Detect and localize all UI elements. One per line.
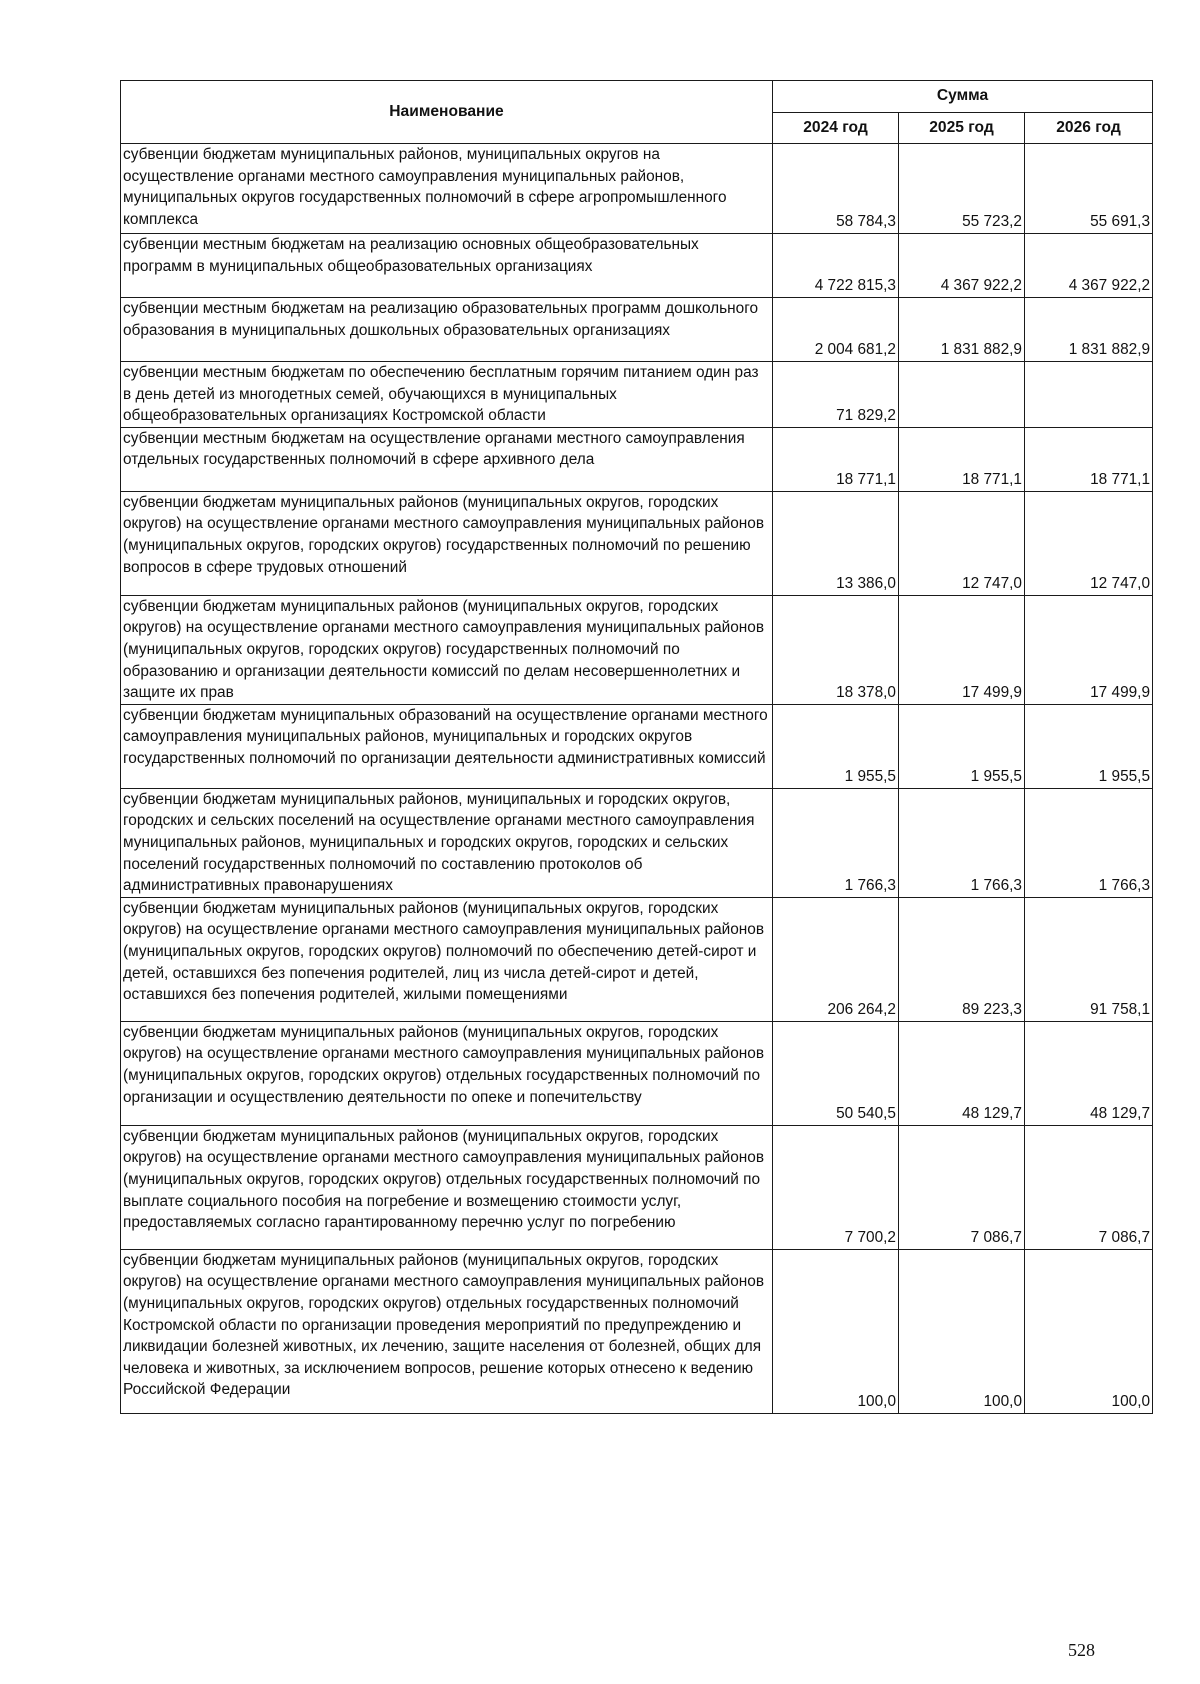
- table-row: [121, 595, 1153, 704]
- row-value-2026: 48 129,7: [1025, 1021, 1153, 1125]
- table-row: [121, 1249, 1153, 1413]
- row-value-2026: 91 758,1: [1025, 897, 1153, 1021]
- row-value-2025: 17 499,9: [899, 595, 1025, 704]
- table-row: [121, 897, 1153, 1021]
- row-name: субвенции местным бюджетам на реализацию образовательных программ дошкольного образования в муниципальных дошкольных образовательных организациях: [121, 298, 773, 362]
- row-value-2024: 71 829,2: [773, 362, 899, 428]
- row-value-2024: 18 771,1: [773, 427, 899, 491]
- row-value-2024: 18 378,0: [773, 595, 899, 704]
- row-name: субвенции бюджетам муниципальных районов (муниципальных округов, городских округов) на осуществление органами местного самоуправления муниципальных районов (муниципальных округов, городских округов) отдельных государственных полномочий по организации и осуществлению деятельности по опеке и попечительству: [121, 1021, 773, 1125]
- row-value-2026: 1 766,3: [1025, 788, 1153, 897]
- header-sum: Сумма: [773, 81, 1153, 113]
- row-value-2026: [1025, 362, 1153, 428]
- row-value-2026: 7 086,7: [1025, 1125, 1153, 1249]
- row-value-2026: 1 831 882,9: [1025, 298, 1153, 362]
- row-name: субвенции бюджетам муниципальных районов, муниципальных и городских округов, городских и сельских поселений на осуществление органами местного самоуправления муниципальных районов, муниципальных и городских округов, городских и сельских поселений государственных полномочий по составлению протоколов об административных правонарушениях: [121, 788, 773, 897]
- row-value-2026: 17 499,9: [1025, 595, 1153, 704]
- row-name: субвенции бюджетам муниципальных образований на осуществление органами местного самоуправления муниципальных районов, муниципальных и городских округов государственных полномочий по организации деятельности административных комиссий: [121, 704, 773, 788]
- table-row: [121, 144, 1153, 234]
- row-value-2024: 58 784,3: [773, 144, 899, 234]
- row-value-2025: [899, 362, 1025, 428]
- row-value-2026: 100,0: [1025, 1249, 1153, 1413]
- header-year-2026: 2026 год: [1025, 112, 1153, 144]
- table-row: [121, 704, 1153, 788]
- table-row: [121, 1021, 1153, 1125]
- row-value-2024: 13 386,0: [773, 491, 899, 595]
- table-row: [121, 427, 1153, 491]
- row-value-2024: 2 004 681,2: [773, 298, 899, 362]
- row-value-2025: 100,0: [899, 1249, 1025, 1413]
- row-value-2024: 50 540,5: [773, 1021, 899, 1125]
- row-name: субвенции бюджетам муниципальных районов (муниципальных округов, городских округов) на осуществление органами местного самоуправления муниципальных районов (муниципальных округов, городских округов) отдельных государственных полномочий по выплате социального пособия на погребение и возмещению стоимости услуг, предоставляемых согласно гарантированному перечню услуг по погребению: [121, 1125, 773, 1249]
- row-value-2025: 1 955,5: [899, 704, 1025, 788]
- row-name: субвенции бюджетам муниципальных районов (муниципальных округов, городских округов) на осуществление органами местного самоуправления муниципальных районов (муниципальных округов, городских округов) государственных полномочий по образованию и организации деятельности комиссий по делам несовершеннолетних и защите их прав: [121, 595, 773, 704]
- row-value-2024: 1 955,5: [773, 704, 899, 788]
- row-value-2025: 1 766,3: [899, 788, 1025, 897]
- table-row: [121, 788, 1153, 897]
- row-value-2025: 12 747,0: [899, 491, 1025, 595]
- header-name: Наименование: [121, 81, 773, 144]
- row-name: субвенции бюджетам муниципальных районов (муниципальных округов, городских округов) на осуществление органами местного самоуправления муниципальных районов (муниципальных округов, городских округов) полномочий по обеспечению детей-сирот и детей, оставшихся без попечения родителей, лиц из числа детей-сирот и детей, оставшихся без попечения родителей, жилыми помещениями: [121, 897, 773, 1021]
- row-value-2024: 1 766,3: [773, 788, 899, 897]
- row-value-2026: 1 955,5: [1025, 704, 1153, 788]
- row-value-2025: 48 129,7: [899, 1021, 1025, 1125]
- row-value-2025: 55 723,2: [899, 144, 1025, 234]
- row-name: субвенции бюджетам муниципальных районов (муниципальных округов, городских округов) на осуществление органами местного самоуправления муниципальных районов (муниципальных округов, городских округов) отдельных государственных полномочий Костромской области по организации проведения мероприятий по предупреждению и ликвидации болезней животных, их лечению, защите населения от болезней, общих для человека и животных, за исключением вопросов, решение которых отнесено к ведению Российской Федерации: [121, 1249, 773, 1413]
- row-value-2025: 7 086,7: [899, 1125, 1025, 1249]
- row-value-2025: 4 367 922,2: [899, 234, 1025, 298]
- row-value-2024: 100,0: [773, 1249, 899, 1413]
- table-row: [121, 1125, 1153, 1249]
- table-row: [121, 298, 1153, 362]
- row-value-2025: 1 831 882,9: [899, 298, 1025, 362]
- table-row: [121, 362, 1153, 428]
- row-value-2024: 206 264,2: [773, 897, 899, 1021]
- row-name: субвенции бюджетам муниципальных районов (муниципальных округов, городских округов) на осуществление органами местного самоуправления муниципальных районов (муниципальных округов, городских округов) государственных полномочий по решению вопросов в сфере трудовых отношений: [121, 491, 773, 595]
- table-header: [121, 81, 1153, 144]
- table-row: [121, 491, 1153, 595]
- row-value-2025: 18 771,1: [899, 427, 1025, 491]
- row-value-2026: 18 771,1: [1025, 427, 1153, 491]
- page-number: 528: [1068, 1640, 1095, 1660]
- row-value-2025: 89 223,3: [899, 897, 1025, 1021]
- row-value-2026: 12 747,0: [1025, 491, 1153, 595]
- row-name: субвенции бюджетам муниципальных районов, муниципальных округов на осуществление органами местного самоуправления муниципальных районов, муниципальных округов государственных полномочий в сфере агропромышленного комплекса: [121, 144, 773, 234]
- row-name: субвенции местным бюджетам по обеспечению бесплатным горячим питанием один раз в день детей из многодетных семей, обучающихся в муниципальных общеобразовательных организациях Костромской области: [121, 362, 773, 428]
- row-value-2026: 4 367 922,2: [1025, 234, 1153, 298]
- table-body: [121, 144, 1153, 1414]
- row-name: субвенции местным бюджетам на реализацию основных общеобразовательных программ в муниципальных общеобразовательных организациях: [121, 234, 773, 298]
- header-year-2025: 2025 год: [899, 112, 1025, 144]
- row-value-2024: 7 700,2: [773, 1125, 899, 1249]
- row-value-2026: 55 691,3: [1025, 144, 1153, 234]
- table-row: [121, 234, 1153, 298]
- row-name: субвенции местным бюджетам на осуществление органами местного самоуправления отдельных государственных полномочий в сфере архивного дела: [121, 427, 773, 491]
- budget-table: [120, 80, 1153, 1414]
- header-year-2024: 2024 год: [773, 112, 899, 144]
- row-value-2024: 4 722 815,3: [773, 234, 899, 298]
